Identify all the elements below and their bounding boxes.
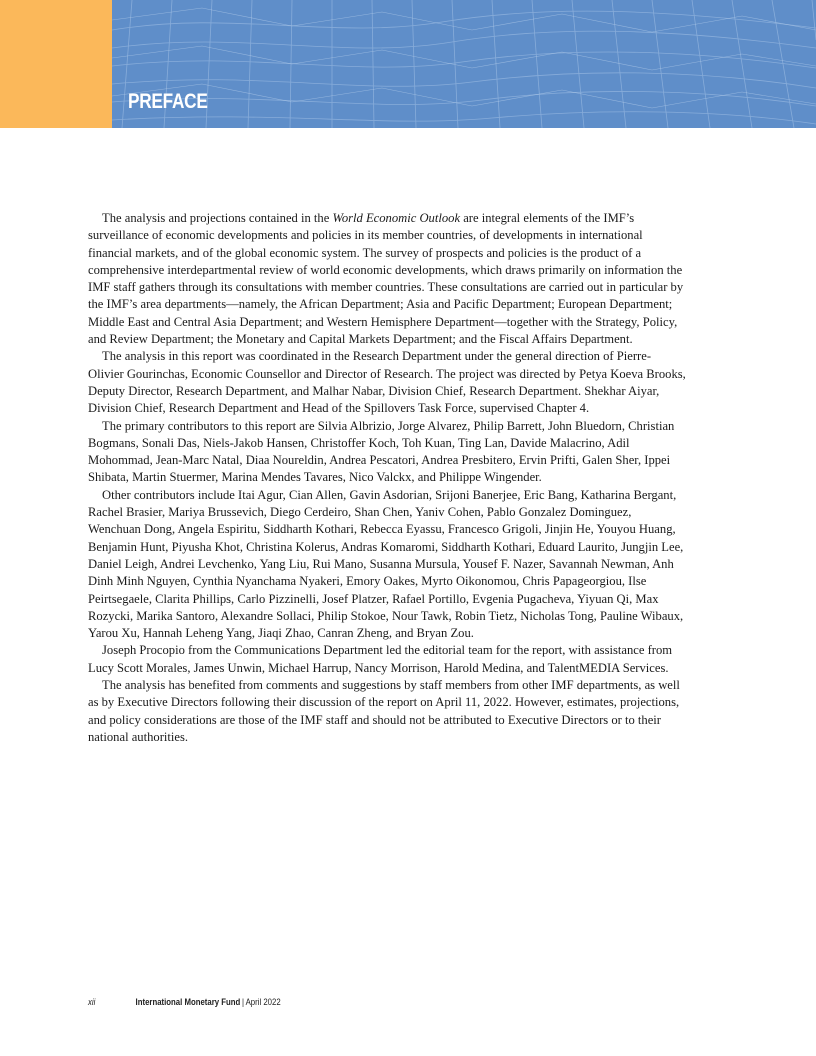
publication-title: World Economic Outlook	[332, 211, 461, 225]
footer-date: April 2022	[245, 997, 281, 1008]
paragraph: The analysis has benefited from comments and suggestions by staff members from other IMF departments, as well as by Executive Directors following their discussion of the report on April 11, 2022. However, estimates, projections, and policy considerations are those of the IMF staff and should not be attributed to Executive Directors or to their national authorities.	[88, 678, 680, 744]
header-accent-block	[0, 0, 112, 128]
paragraph: The primary contributors to this report are Silvia Albrizio, Jorge Alvarez, Philip Barrett, John Bluedorn, Christian Bogmans, Sonali Das, Niels-Jakob Hansen, Christoffer Koch, Toh Kuan, Ting Lan, Davide Malacrino, Adil Mohommad, Jean-Marc Natal, Diaa Noureldin, Andrea Pescatori, Andrea Presbitero, Ervin Prifti, Galen Sher, Ippei Shibata, Martin Stuermer, Marina Mendes Tavares, Nico Valckx, and Philippe Wingender.	[88, 418, 675, 485]
page-footer	[88, 997, 281, 1008]
footer-organization: International Monetary Fund	[135, 997, 241, 1008]
paragraph: The analysis in this report was coordinated in the Research Department under the general direction of Pierre-Olivier Gourinchas, Economic Counsellor and Director of Research. The project was directed by Petya Koeva Brooks, Deputy Director, Research Department, and Malhar Nabar, Division Chief, Research Department. Shekhar Aiyar, Division Chief, Research Department and Head of the Spillovers Task Force, supervised Chapter 4.	[88, 349, 686, 416]
footer-separator: |	[241, 997, 244, 1008]
paragraph: The analysis and projections contained in the World Economic Outlook are integral elements of the IMF’s surveillance of economic developments and policies in its member countries, of developments in international financial markets, and of the global economic system. The survey of prospects and policies is the product of a comprehensive interdepartmental review of world economic developments, which draws primarily on information the IMF staff gathers through its consultations with member countries. These consultations are carried out in particular by the IMF’s area departments—namely, the African Department; Asia and Pacific Department; European Department; Middle East and Central Asia Department; and Western Hemisphere Department—together with the Strategy, Policy, and Review Department; the Monetary and Capital Markets Department; and the Fiscal Affairs Department.	[88, 211, 684, 347]
paragraph: Joseph Procopio from the Communications Department led the editorial team for the report, with assistance from Lucy Scott Morales, James Unwin, Michael Harrup, Nancy Morrison, Harold Medina, and TalentMEDIA Services.	[88, 643, 673, 675]
preface-body	[88, 210, 686, 746]
page-number: xii	[88, 997, 96, 1008]
page-title: PREFACE	[128, 90, 208, 113]
paragraph: Other contributors include Itai Agur, Cian Allen, Gavin Asdorian, Srijoni Banerjee, Eric Bang, Katharina Bergant, Rachel Brasier, Mariya Brussevich, Diego Cerdeiro, Shan Chen, Yaniv Cohen, Pablo Gonzalez Dominguez, Wenchuan Dong, Angela Espiritu, Siddharth Kothari, Rebecca Eyassu, Francesco Grigoli, Jinjin He, Youyou Huang, Benjamin Hunt, Piyusha Khot, Christina Kolerus, Andras Komaromi, Siddharth Kothari, Eduard Laurito, Jungjin Lee, Daniel Leigh, Andrei Levchenko, Yang Liu, Rui Mano, Susanna Mursula, Yousef F. Nazer, Savannah Newman, Anh Dinh Minh Nguyen, Cynthia Nyanchama Nyakeri, Emory Oakes, Myrto Oikonomou, Chris Papageorgiou, Ilse Peirtsegaele, Clarita Phillips, Carlo Pizzinelli, Josef Platzer, Rafael Portillo, Evgenia Pugacheva, Yiyuan Qi, Max Rozycki, Marika Santoro, Alexandre Sollaci, Philip Stokoe, Nour Tawk, Robin Tietz, Nicholas Tong, Pauline Wibaux, Yarou Xu, Hannah Leheng Yang, Jiaqi Zhao, Canran Zheng, and Bryan Zou.	[88, 487, 684, 641]
wireframe-mesh-graphic	[112, 0, 816, 128]
header-banner	[112, 0, 816, 128]
